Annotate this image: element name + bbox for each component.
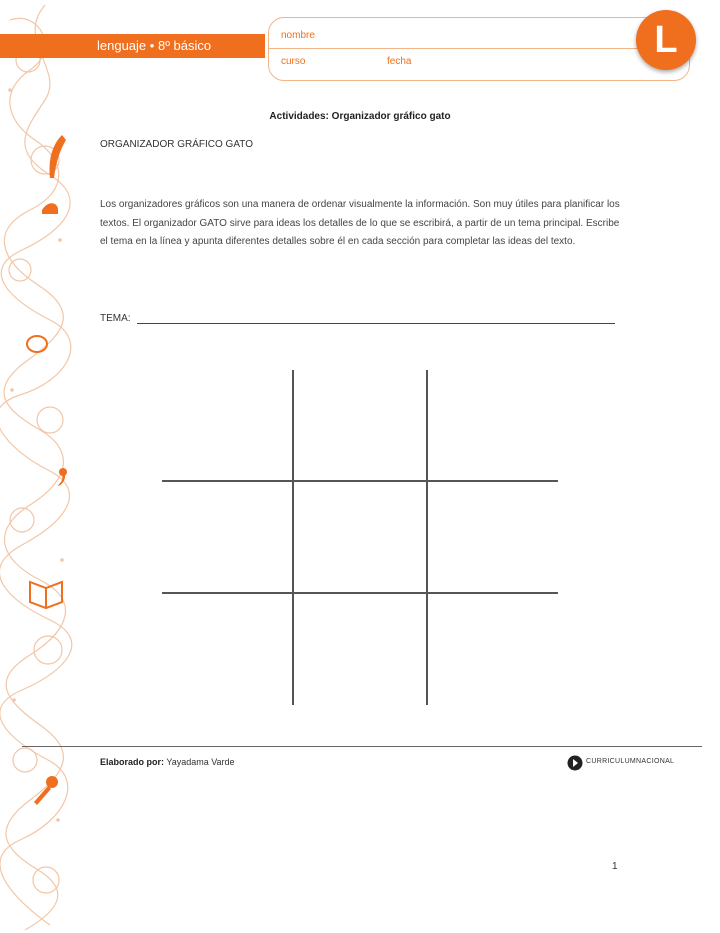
subject-badge: L [636,10,696,70]
book-icon [30,582,62,608]
ink-icon [42,203,58,214]
fecha-label: fecha [387,56,412,67]
grid-horizontal-line-top [162,480,558,482]
student-info-box [268,17,690,81]
curso-label: curso [281,56,306,67]
grade-label: 8º básico [157,38,212,53]
tema-answer-line[interactable] [137,323,615,324]
grid-horizontal-line-bottom [162,592,558,594]
footer-label: Elaborado por: [100,757,165,767]
banner-separator: • [149,38,155,53]
instructions-paragraph: Los organizadores gráficos son una manera de ordenar visualmente la información. Son muy útiles para planificar los textos. El organizador GATO sirve para ideas los detalles de lo que se escribirá, a partir de un tema principal. Escribe el tema en la línea y apunta diferentes detalles sobre él en cada sección para completar las ideas del texto. [100,199,620,247]
decorative-border [0,0,75,933]
grid-vertical-line-left [292,370,294,705]
page-number: 1 [612,861,618,872]
footer-divider [22,746,702,747]
grid-vertical-line-right [426,370,428,705]
speech-bubble-icon [27,336,47,352]
subject-banner [0,34,265,58]
logo-text: CURRICULUMNACIONAL [586,758,675,765]
subject-label: lenguaje [97,38,147,53]
curriculum-logo-icon [567,754,583,772]
tema-label: TEMA: [100,313,131,324]
info-divider [269,48,689,49]
feather-icon [50,135,67,178]
activity-title: Actividades: Organizador gráfico gato [269,111,451,122]
microphone-icon [34,776,58,805]
footer-credit [100,757,235,767]
section-title: ORGANIZADOR GRÁFICO GATO [100,139,253,150]
nombre-label: nombre [281,30,315,41]
footer-author: Yayadama Varde [166,757,235,767]
